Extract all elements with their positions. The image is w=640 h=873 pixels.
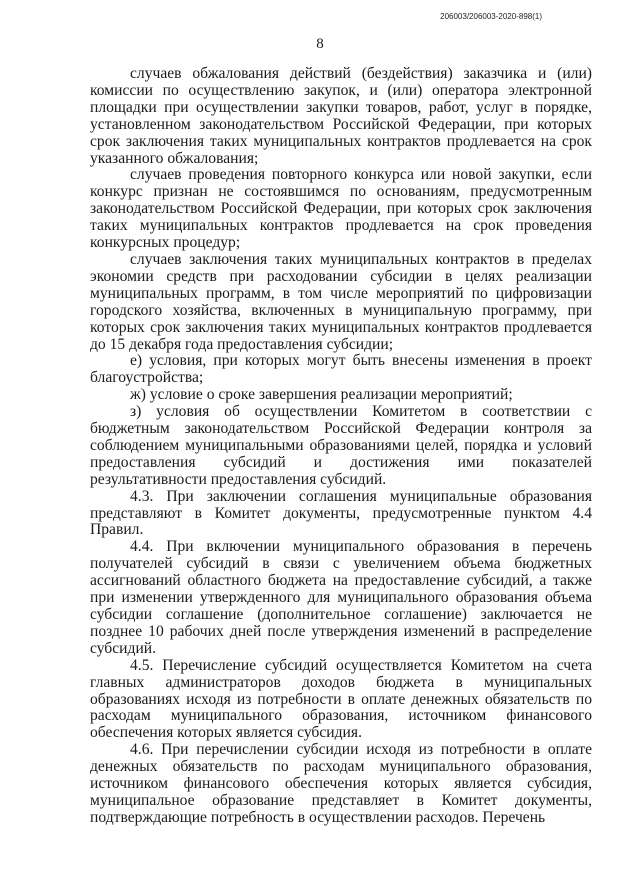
document-body xyxy=(90,66,592,827)
paragraph-4-3: 4.3. При заключении соглашения муниципальные образования представляют в Комитет документы, предусмотренные пунктом 4.4 Правил. xyxy=(90,487,592,539)
page-number: 8 xyxy=(316,36,324,52)
paragraph-repeat-tender-cases: случаев проведения повторного конкурса или новой закупки, если конкурс признан не состоявшимся по основаниям, предусмотренным законодательством Российской Федерации, при которых срок заключения таких муниципальных контрактов продлевается на срок проведения конкурсных процедур; xyxy=(90,166,592,252)
document-id: 206003/206003-2020-898(1) xyxy=(440,12,542,21)
paragraph-4-5: 4.5. Перечисление субсидий осуществляется Комитетом на счета главных администраторов доходов бюджета в муниципальных образованиях исходя из потребности в оплате денежных обязательств по расходам муниципального образования, источником финансового обеспечения которых является субсидия. xyxy=(90,656,592,742)
paragraph-savings-cases: случаев заключения таких муниципальных контрактов в пределах экономии средств при расходовании субсидии в целях реализации муниципальных программ, в том числе мероприятий по цифровизации городского хозяйства, включенных в муниципальную программу, при которых срок заключения таких муниципальных контрактов продлевается до 15 декабря года предоставления субсидии; xyxy=(90,250,592,353)
paragraph-item-zh: ж) условие о сроке завершения реализации мероприятий; xyxy=(130,386,513,404)
paragraph-appeal-cases: случаев обжалования действий (бездействия) заказчика и (или) комиссии по осуществлению закупок, и (или) оператора электронной площадки при осуществлении закупки товаров, работ, услуг в порядке, установленном законодательством Российской Федерации, при которых срок заключения таких муниципальных контрактов продлевается на срок указанного обжалования; xyxy=(90,65,592,167)
paragraph-4-6: 4.6. При перечислении субсидии исходя из потребности в оплате денежных обязательств по расходам муниципального образования, источником финансового обеспечения которых является субсидия, муниципальное образование представляет в Комитет документы, подтверждающие потребность в осуществлении расходов. Перечень xyxy=(90,741,592,826)
paragraph-item-e: е) условия, при которых могут быть внесены изменения в проект благоустройства; xyxy=(90,352,592,387)
paragraph-item-z: з) условия об осуществлении Комитетом в соответствии с бюджетным законодательством Российской Федерации контроля за соблюдением муниципальными образованиями целей, порядка и условий предоставления субсидий и достижения ими показателей результативности предоставления субсидий. xyxy=(90,403,592,488)
paragraph-4-4: 4.4. При включении муниципального образования в перечень получателей субсидий в связи с увеличением объема бюджетных ассигнований областного бюджета на предоставление субсидий, а также при изменении утвержденного для муниципального образования объема субсидии соглашение (дополнительное соглашение) заключается не позднее 10 рабочих дней после утверждения изменений в распределение субсидий. xyxy=(90,538,592,657)
